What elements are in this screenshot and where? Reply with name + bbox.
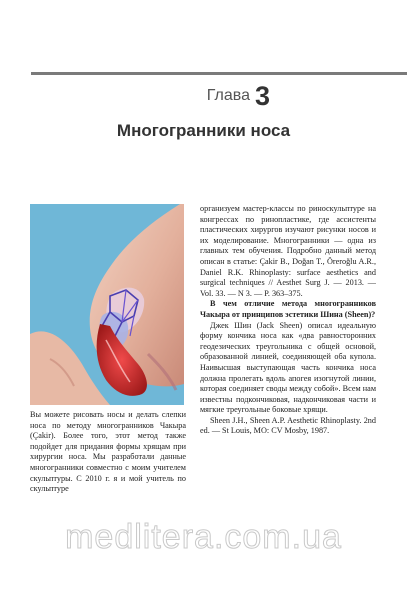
chapter-title: Многогранники носа [116, 121, 291, 140]
right-paragraph-1: организуем мастер-классы по риноскульптуре на конгрессах по ринопластике, где ассистенты пластических хирургов изучают рисунки носов и их моделирование. Многогранники — одна из главных тем обучения. Подробно данный метод описан в статье: Çakir B., Doğan T., Öreroğlu A.R., Daniel R.K. Rhinoplasty: surface aesthetics and surgical techniques // Aesthet Surg J. — 2013. — Vol. 33. — N 3. — P. 363–375. [200, 204, 376, 298]
chapter-word: Глава [206, 87, 250, 104]
right-paragraph-2: Джек Шин (Jack Sheen) описал идеальную форму кончика носа как «два равносторонних геодезических треугольника с общей основой, образованной линией, соединяющей оба купола. Наивысшая выступающая часть кончика носа должна пролегать вдоль апогея изогнутой линии, которая соединяет своды между собой». Всем нам известны подкончиковая, надкончиковая части и мягкие треугольные боковые хрящи. [200, 320, 376, 415]
chapter-label [206, 81, 270, 111]
nose-photo-icon [30, 204, 184, 405]
left-column [30, 410, 186, 495]
nose-photo-illustration [30, 204, 184, 405]
left-paragraph: Вы можете рисовать носы и делать слепки носа по методу многогранников Чакыра (Çakir). Более того, этот метод также подойдет для придания формы хрящам при хирургии носа. Мы разработали данные многогранники совместно с моим учителем скульптуры. С 2010 г. я и мой учитель по скульптуре [30, 410, 186, 494]
question-heading: В чем отличие метода многогранников Чакыра от принципов эстетики Шина (Sheen)? [200, 299, 376, 319]
top-rule [31, 72, 407, 75]
watermark: medlitera.com.ua [65, 518, 342, 556]
right-column [200, 204, 376, 437]
chapter-number: 3 [254, 81, 270, 111]
reference-citation: Sheen J.H., Sheen A.P. Aesthetic Rhinoplasty. 2nd ed. — St Louis, MO: CV Mosby, 1987. [200, 415, 376, 436]
